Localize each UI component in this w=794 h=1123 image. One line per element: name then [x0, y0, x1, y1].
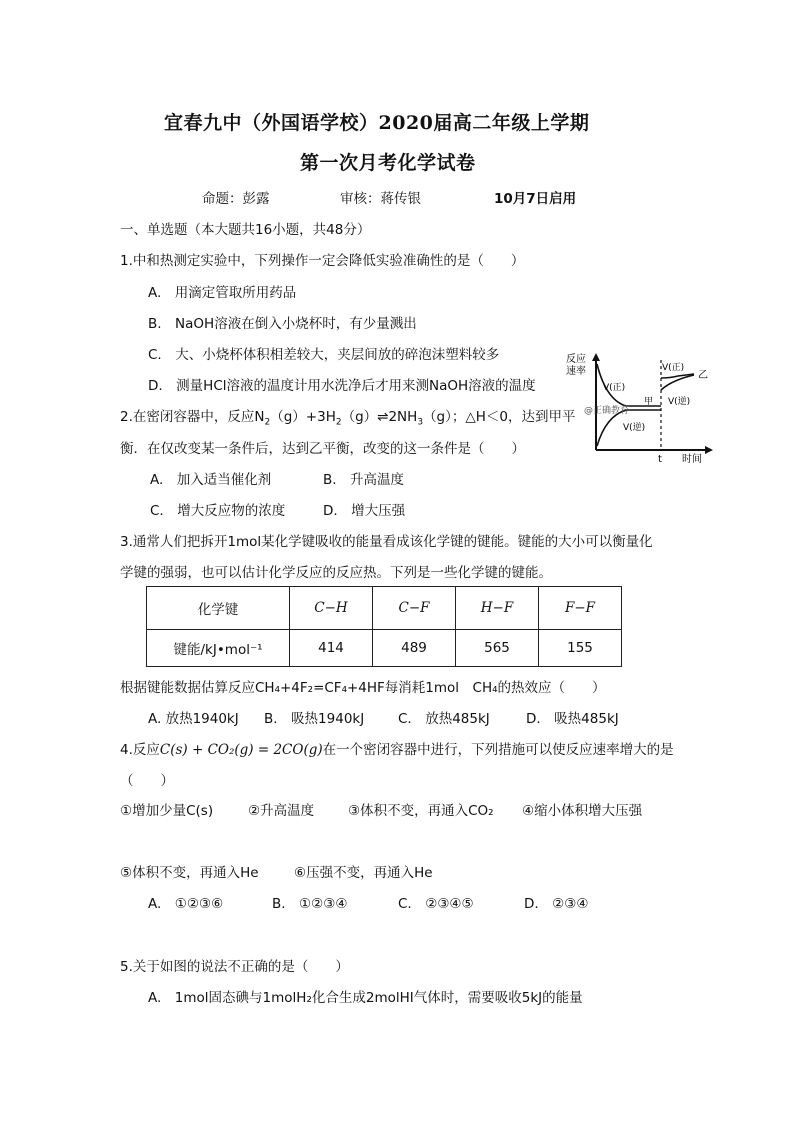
v-rev-label-1: V(逆) [623, 423, 646, 433]
table-cell: 155 [539, 630, 622, 667]
v-fwd-label-2: V(正) [662, 363, 685, 373]
table-header-cell: H−F [456, 587, 539, 630]
q4-stem [120, 738, 674, 758]
table-row [147, 587, 622, 630]
q2-option-c: C. 增大反应物的浓度 [150, 503, 286, 519]
q5-option-a: A. 1mol固态碘与1molH₂化合生成2molHI气体时，需要吸收5kJ的能量 [148, 990, 583, 1006]
q2-option-b: B. 升高温度 [323, 472, 405, 488]
q5-stem: 5.关于如图的说法不正确的是（ ） [120, 959, 349, 975]
q3-option-b: B. 吸热1940kJ [264, 711, 365, 727]
q4-item-2: ②升高温度 [248, 803, 315, 819]
q4-stem-suffix: 在一个密闭容器中进行，下列措施可以使反应速率增大的是 [322, 742, 674, 758]
t-label: t [658, 454, 662, 465]
table-header-cell: C−H [290, 587, 373, 630]
q4-option-b: B. ①②③④ [272, 896, 348, 912]
section-heading: 一、单选题（本大题共16小题，共48分） [120, 222, 371, 238]
y-label-1: 反应 [566, 354, 586, 365]
q4-stem-prefix: 4.反应 [120, 742, 160, 758]
q1-stem: 1.中和热测定实验中，下列操作一定会降低实验准确性的是（ ） [120, 253, 525, 269]
date-label: 10月7日启用 [494, 191, 577, 207]
exam-title-line1: 宜春九中（外国语学校）2020届高二年级上学期 [164, 112, 590, 134]
eq-a-label: 甲 [644, 397, 654, 407]
q4-option-c: C. ②③④⑤ [398, 896, 474, 912]
q4-option-a: A. ①②③⑥ [148, 896, 224, 912]
v-rev-label-2: V(逆) [668, 397, 691, 407]
q4-item-5: ⑤体积不变，再通入He [120, 865, 259, 881]
table-header-cell: C−F [373, 587, 456, 630]
v-fwd-label-1: V(正) [603, 383, 626, 393]
q4-item-1: ①增加少量C(s) [120, 803, 214, 819]
q3-option-a: A. 放热1940kJ [148, 711, 239, 727]
rate-time-diagram [566, 350, 716, 468]
q4-item-4: ④缩小体积增大压强 [522, 803, 643, 819]
q2-option-a: A. 加入适当催化剂 [150, 472, 272, 488]
author-label: 命题：彭露 [202, 191, 270, 207]
q4-equation: C(s) + CO₂(g) = 2CO(g) [159, 742, 323, 758]
q4-item-3: ③体积不变，再通入CO₂ [348, 803, 494, 819]
q2-option-d: D. 增大压强 [323, 503, 406, 519]
q3-stem-line1: 3.通常人们把拆开1mol某化学键吸收的能量看成该化学键的键能。键能的大小可以衡量化 [120, 534, 653, 550]
q3-option-d: D. 吸热485kJ [526, 711, 619, 727]
q1-option-b: B. NaOH溶液在倒入小烧杯时，有少量溅出 [148, 316, 417, 332]
q3-option-c: C. 放热485kJ [398, 711, 490, 727]
reviewer-label: 审核：蒋传银 [340, 191, 421, 207]
table-header-cell: F−F [539, 587, 622, 630]
q2-stem-line1: 2.在密闭容器中，反应$N_2(g)+3H_2(g)\rightleftharpoons 2NH_3(g)$；△H＜0，达到甲平 [120, 409, 576, 428]
x-label: 时间 [682, 454, 702, 465]
watermark-text: @正确教育 [584, 406, 630, 416]
q2-stem-line2: 衡．在仅改变某一条件后，达到乙平衡，改变的这一条件是（ ） [120, 441, 525, 457]
eq-b-label: 乙 [698, 370, 708, 381]
q3-stem-line2: 学键的强弱，也可以估计化学反应的反应热。下列是一些化学键的键能。 [120, 565, 552, 581]
q3-after-table: 根据键能数据估算反应CH₄+4F₂=CF₄+4HF每消耗1mol CH₄的热效应（ ） [120, 680, 606, 696]
y-axis-arrow [592, 353, 600, 361]
y-label-2: 速率 [566, 366, 586, 377]
table-cell: 489 [373, 630, 456, 667]
table-cell: 565 [456, 630, 539, 667]
q2-stem-prefix: 2.在密闭容器中，反应N [120, 409, 265, 425]
q1-option-a: A. 用滴定管取所用药品 [148, 285, 297, 301]
q4-paren: （ ） [120, 773, 174, 789]
rate-time-svg [566, 350, 716, 468]
q4-item-6: ⑥压强不变，再通入He [294, 865, 433, 881]
q4-option-d: D. ②③④ [524, 896, 589, 912]
table-cell: 键能/kJ•mol⁻¹ [147, 630, 290, 667]
bond-energy-table [146, 586, 622, 667]
x-axis-arrow [705, 446, 713, 454]
table-cell: 414 [290, 630, 373, 667]
exam-title-line2: 第一次月考化学试卷 [300, 152, 476, 174]
q1-option-d: D. 测量HCl溶液的温度计用水洗净后才用来测NaOH溶液的温度 [148, 378, 536, 394]
table-row [147, 630, 622, 667]
table-header-cell: 化学键 [147, 587, 290, 630]
q1-option-c: C. 大、小烧杯体积相差较大，夹层间放的碎泡沫塑料较多 [148, 347, 500, 363]
